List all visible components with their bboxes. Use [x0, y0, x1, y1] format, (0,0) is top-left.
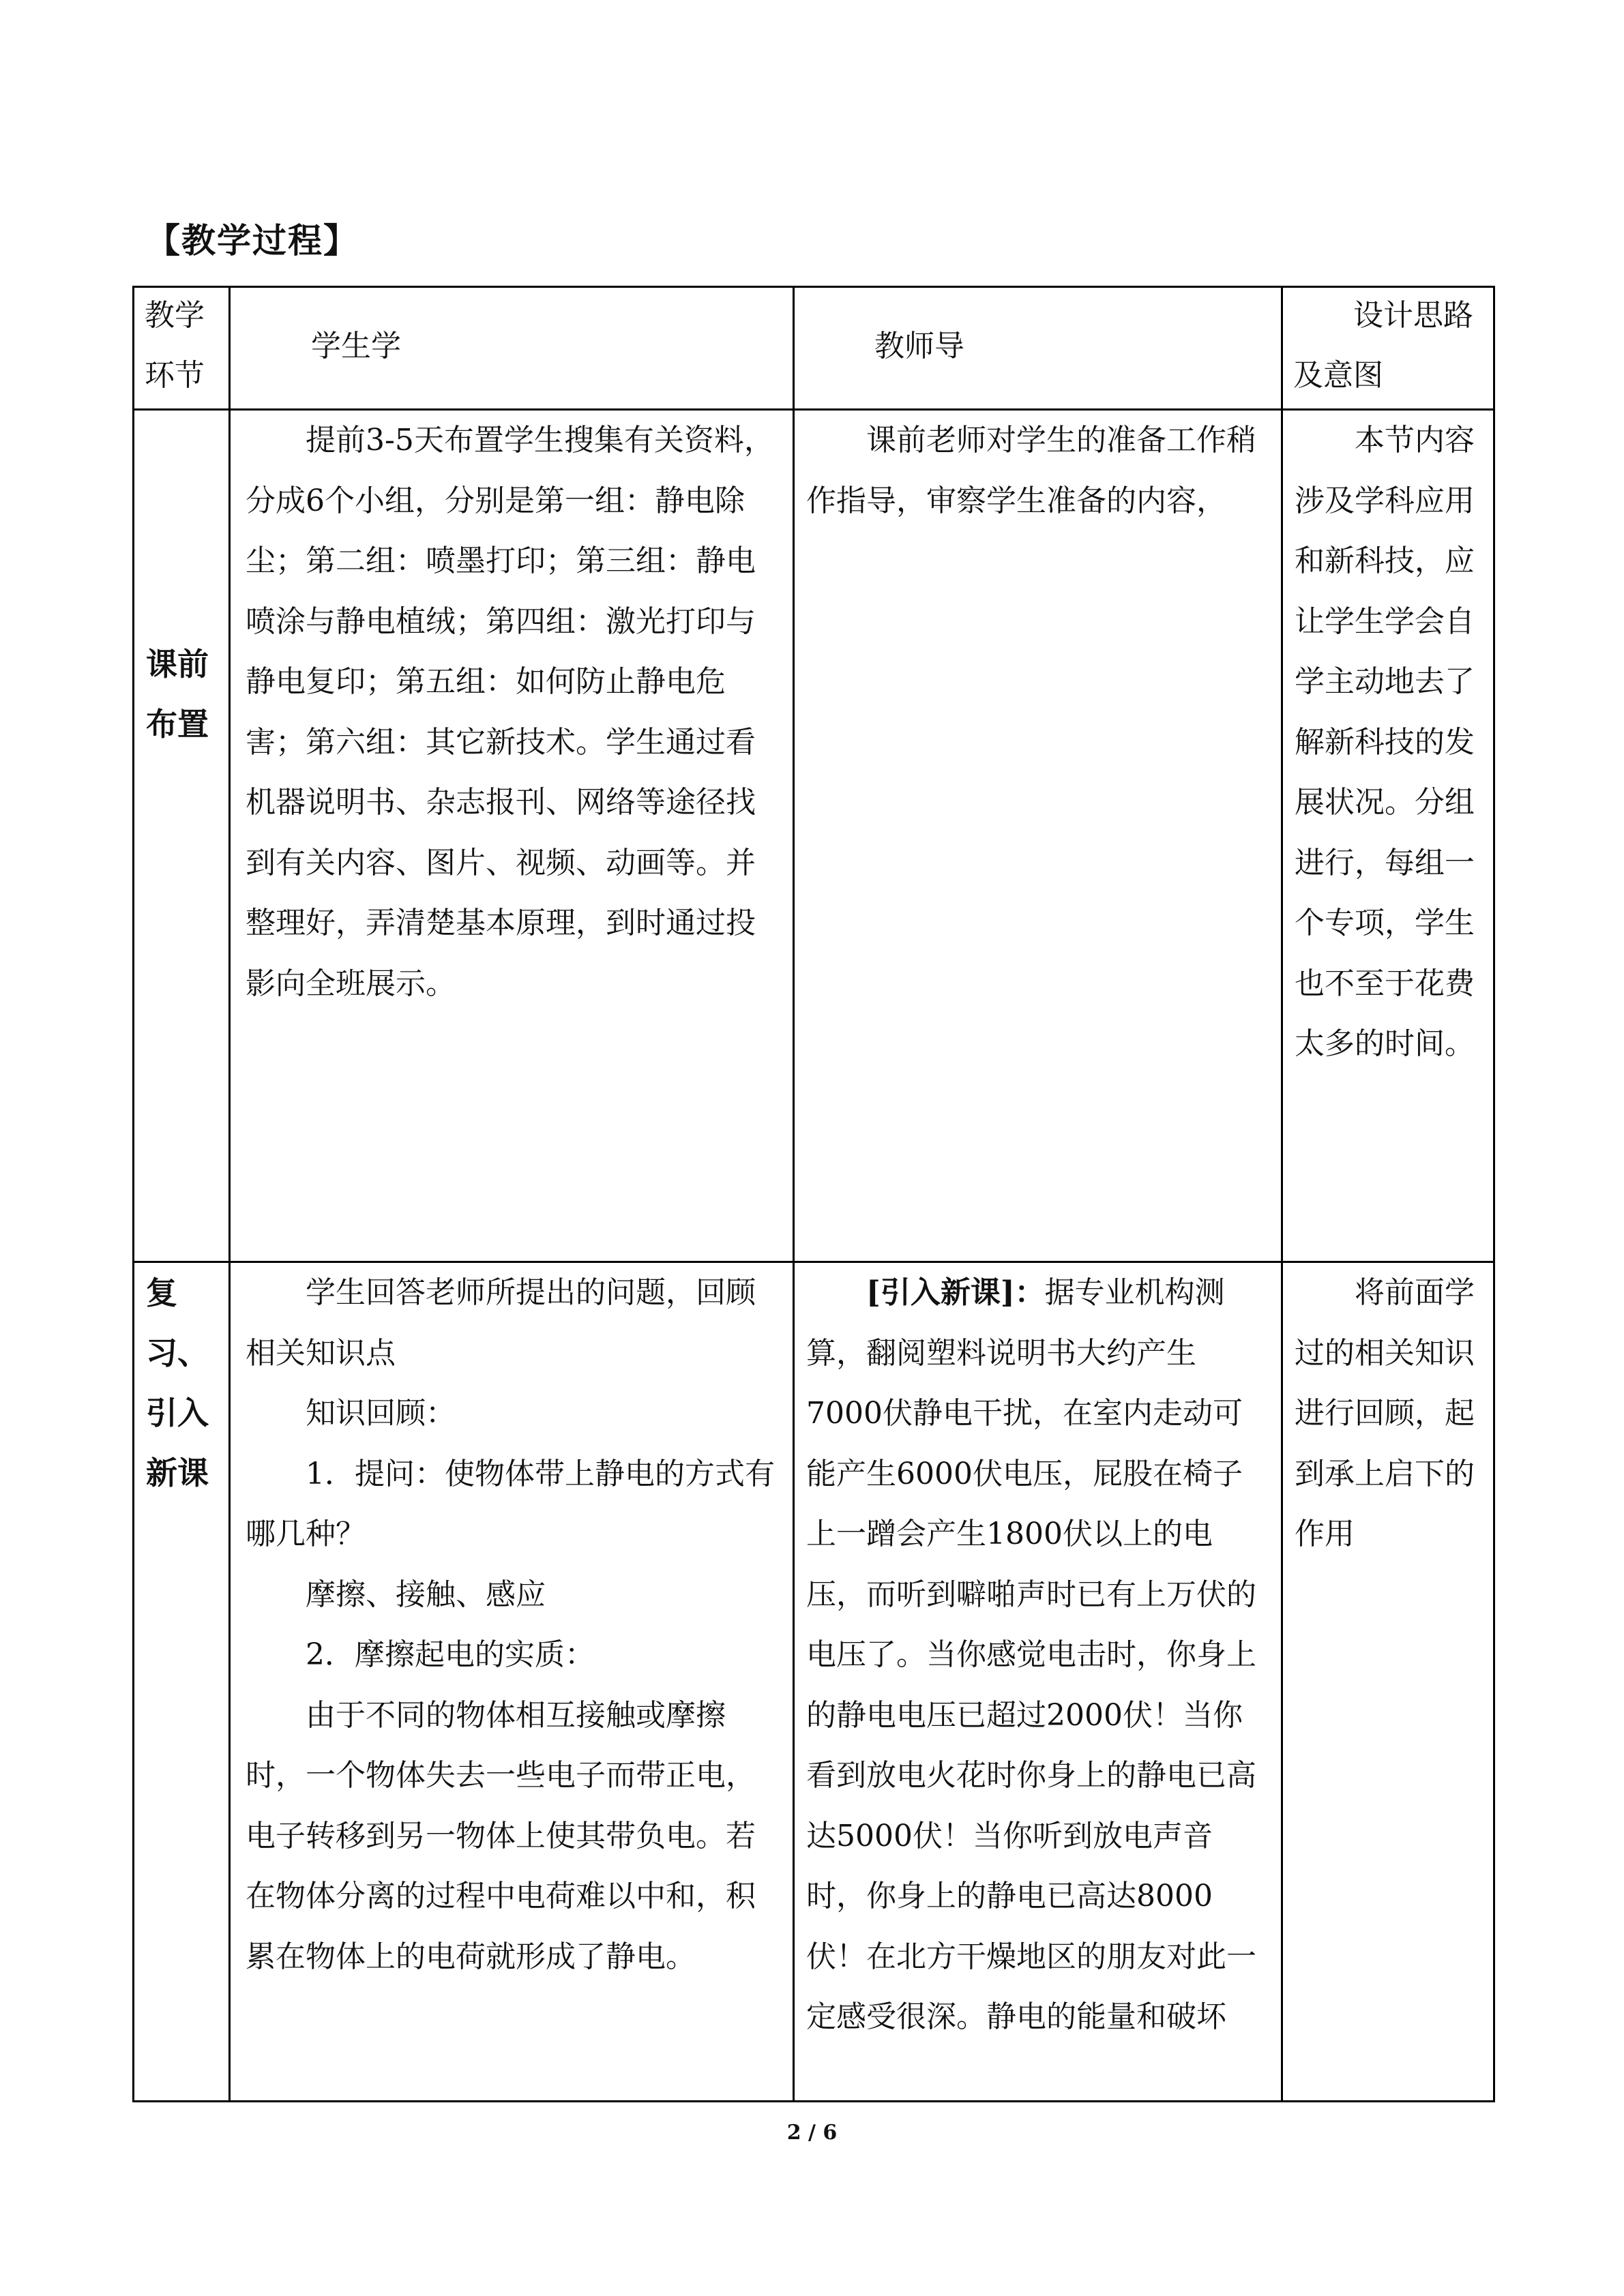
paragraph: 本节内容涉及学科应用和新科技，应让学生学会自学主动地去了解新科技的发展状况。分组进行，每组一个专项，学生也不至于花费太多的时间。	[1295, 423, 1475, 1061]
row-teacher-text	[806, 411, 1270, 531]
paragraph: 由于不同的物体相互接触或摩擦时，一个物体失去一些电子而带正电，电子转移到另一物体上使其带负电。若在物体分离的过程中电荷难以中和，积累在物体上的电荷就形成了静电。	[246, 1697, 756, 1974]
paragraph: 1．提问：使物体带上静电的方式有哪几种？	[246, 1456, 775, 1551]
paragraph: 2．摩擦起电的实质：	[306, 1637, 595, 1672]
paragraph: 课前老师对学生的准备工作稍作指导，审察学生准备的内容，	[806, 423, 1256, 518]
page-number: 2 / 6	[786, 2121, 838, 2145]
table-col-divider	[793, 286, 795, 2102]
lead-in-label: [引入新课]：	[866, 1275, 1045, 1310]
row-stage-label: 课前布置	[146, 646, 209, 743]
lead-in-body: 据专业机构测算，翻阅塑料说明书大约产生7000伏静电干扰，在室内走动可能产生6000伏电压，屁股在椅子上一蹭会产生1800伏以上的电压，而听到噼啪声时已有上万伏的电压了。当你感觉电击时，你身上的静电电压已超过2000伏！当你看到放电火花时你身上的静电已高达5000伏！当你听到放电声音时，你身上的静电已高达8000伏！在北方干燥地区的朋友对此一定感受很深。静电的能量和破坏	[806, 1275, 1256, 2034]
row-student-text	[246, 411, 782, 1014]
paragraph: 学生回答老师所提出的问题，回顾相关知识点	[246, 1275, 756, 1371]
paragraph: 摩擦、接触、感应	[306, 1577, 546, 1612]
row-design-text	[1295, 411, 1479, 1075]
paragraph: 提前3-5天布置学生搜集有关资料，分成6个小组，分别是第一组：静电除尘；第二组：喷墨打印；第三组：静电喷涂与静电植绒；第四组：激光打印与静电复印；第五组：如何防止静电危害；第六组：其它新技术。学生通过看机器说明书、杂志报刊、网络等途径找到有关内容、图片、视频、动画等。并整理好，弄清楚基本原理，到时通过投影向全班展示。	[246, 423, 774, 1001]
header-student: 学生学	[311, 329, 401, 363]
paragraph: 知识回顾：	[306, 1396, 456, 1431]
table-border-left	[132, 286, 134, 2102]
header-teacher: 教师导	[874, 329, 964, 363]
row-student-text	[246, 1263, 782, 1987]
header-design: 设计思路及意图	[1293, 298, 1473, 393]
row-teacher-text	[806, 1263, 1270, 2048]
table-border-right	[1493, 286, 1495, 2102]
row-design-text	[1295, 1263, 1479, 1565]
table-col-divider	[1281, 286, 1283, 2102]
table-border-top	[132, 286, 1495, 288]
paragraph: 将前面学过的相关知识进行回顾，起到承上启下的作用	[1295, 1275, 1475, 1551]
table-border-bottom	[132, 2100, 1495, 2102]
teaching-process-table	[132, 286, 1495, 2102]
table-col-divider	[228, 286, 231, 2102]
section-heading: 【教学过程】	[146, 221, 359, 260]
header-stage: 教学环节	[145, 298, 205, 393]
row-stage-label: 复习、引入新课	[146, 1274, 209, 1491]
paragraph	[806, 1263, 1270, 2048]
